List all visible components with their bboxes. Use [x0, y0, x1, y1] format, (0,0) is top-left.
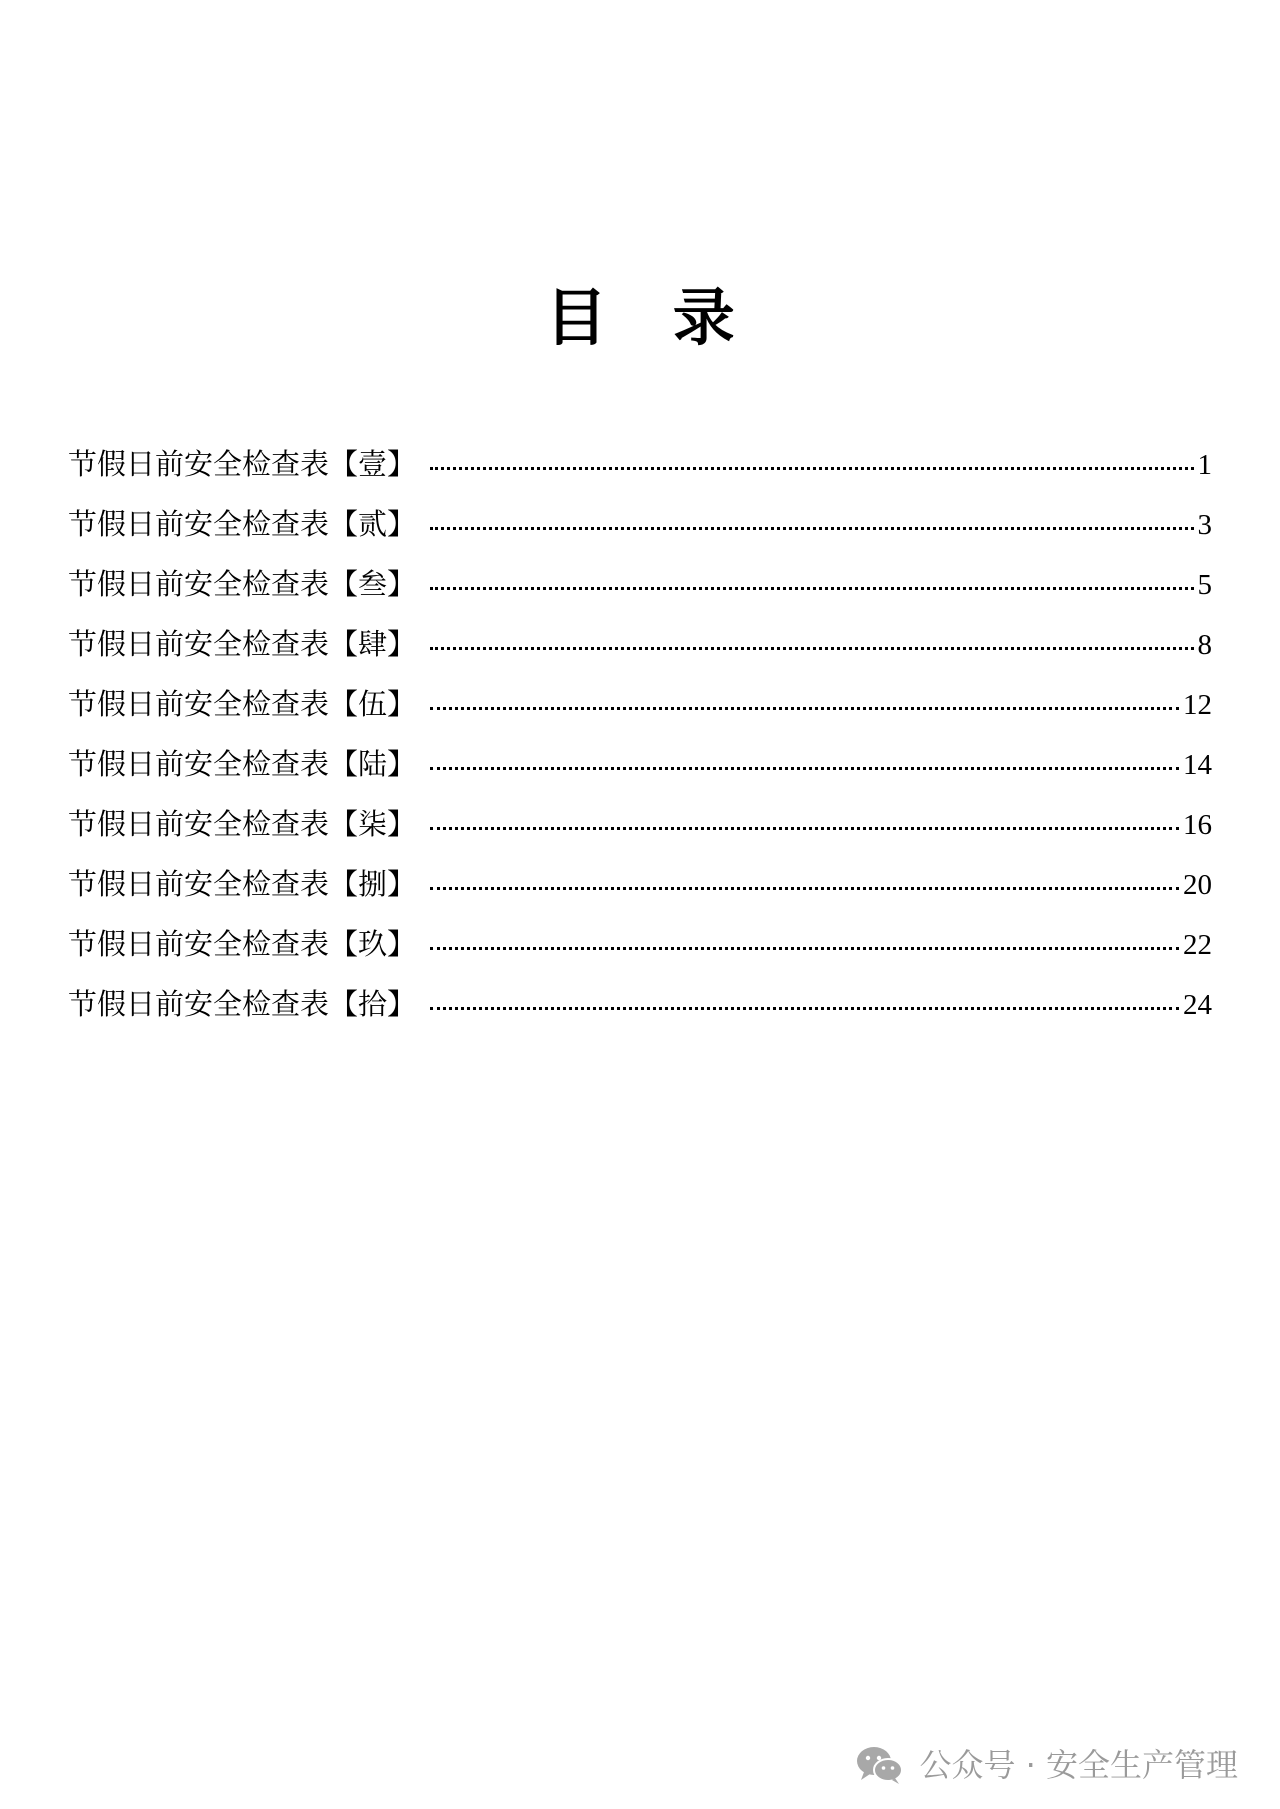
- toc-entry-label: 节假日前安全检查表【壹】: [68, 447, 417, 481]
- toc-entry-page: 8: [1197, 629, 1212, 661]
- toc-entry[interactable]: [68, 742, 1212, 802]
- toc-entry[interactable]: [68, 862, 1212, 922]
- toc-dot-leader: [430, 587, 1193, 590]
- toc-entry-label: 节假日前安全检查表【柒】: [68, 807, 417, 841]
- toc-dot-leader: [430, 647, 1193, 650]
- toc-entry-label: 节假日前安全检查表【拾】: [68, 987, 417, 1021]
- toc-entry-page: 1: [1197, 449, 1212, 481]
- toc-entry-page: 20: [1183, 869, 1212, 901]
- toc-entry-page: 3: [1197, 509, 1212, 541]
- toc-entry[interactable]: [68, 802, 1212, 862]
- toc-entry-label: 节假日前安全检查表【捌】: [68, 867, 417, 901]
- toc-dot-leader: [430, 1007, 1179, 1010]
- toc-entry-label: 节假日前安全检查表【肆】: [68, 627, 417, 661]
- watermark: [855, 1745, 1238, 1785]
- toc-entry[interactable]: [68, 622, 1212, 682]
- toc-entry-label: 节假日前安全检查表【贰】: [68, 507, 417, 541]
- toc-entry[interactable]: [68, 922, 1212, 982]
- toc-entry-page: 12: [1183, 689, 1212, 721]
- toc-dot-leader: [430, 827, 1179, 830]
- toc-entry[interactable]: [68, 562, 1212, 622]
- toc-entry[interactable]: [68, 682, 1212, 742]
- toc-entry-label: 节假日前安全检查表【叁】: [68, 567, 417, 601]
- page-title: 目 录: [545, 281, 757, 354]
- wechat-icon: [855, 1745, 905, 1785]
- watermark-text: 公众号 · 安全生产管理: [919, 1746, 1238, 1784]
- toc-dot-leader: [430, 947, 1179, 950]
- toc-dot-leader: [430, 467, 1193, 470]
- toc-dot-leader: [430, 707, 1179, 710]
- table-of-contents: [68, 442, 1212, 1042]
- toc-entry[interactable]: [68, 442, 1212, 502]
- toc-entry[interactable]: [68, 982, 1212, 1042]
- toc-entry-label: 节假日前安全检查表【伍】: [68, 687, 417, 721]
- toc-entry-page: 16: [1183, 809, 1212, 841]
- toc-entry-page: 24: [1183, 989, 1212, 1021]
- toc-entry-page: 22: [1183, 929, 1212, 961]
- toc-entry-label: 节假日前安全检查表【玖】: [68, 927, 417, 961]
- toc-entry[interactable]: [68, 502, 1212, 562]
- toc-dot-leader: [430, 767, 1179, 770]
- toc-entry-label: 节假日前安全检查表【陆】: [68, 747, 417, 781]
- toc-dot-leader: [430, 527, 1193, 530]
- toc-dot-leader: [430, 887, 1179, 890]
- toc-entry-page: 14: [1183, 749, 1212, 781]
- toc-entry-page: 5: [1197, 569, 1212, 601]
